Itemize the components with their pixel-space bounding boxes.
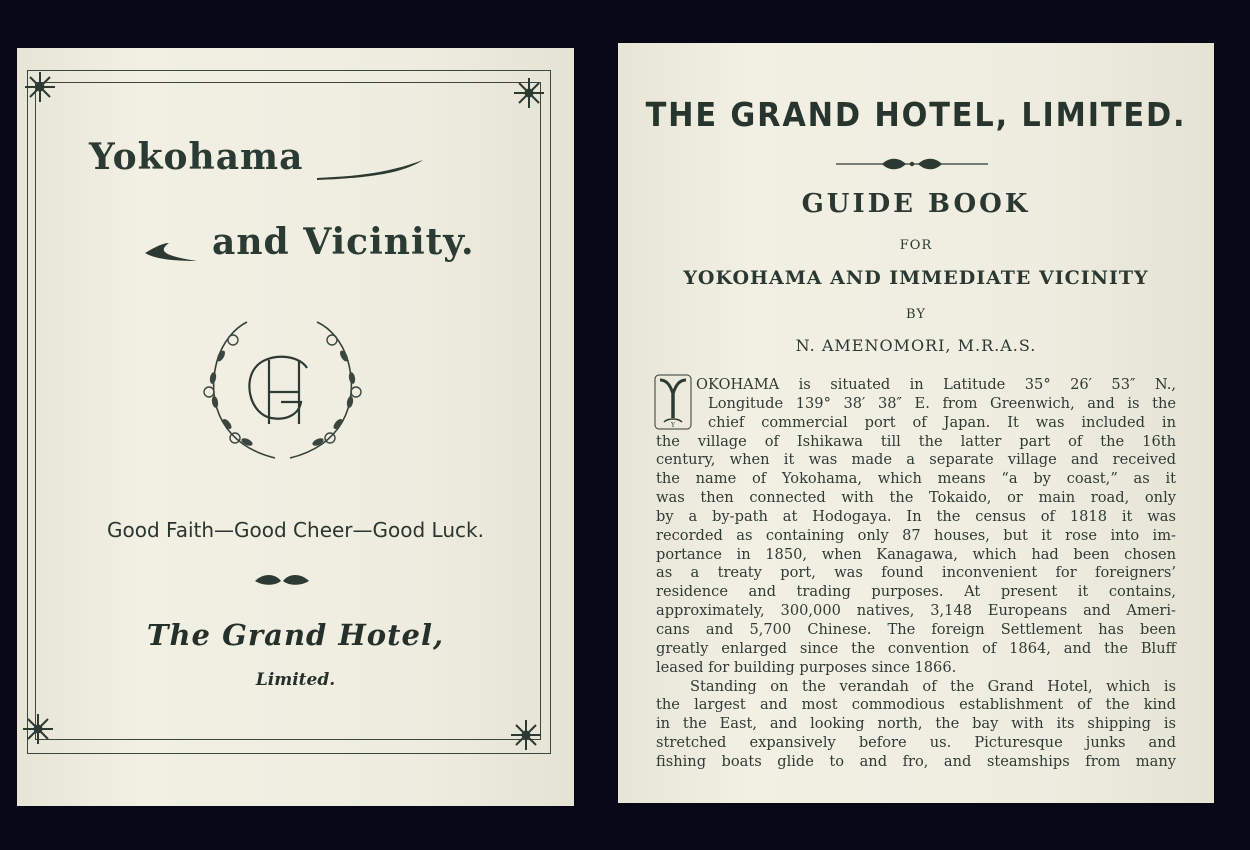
- text-line: cans and 5,700 Chinese. The foreign Settlement has been: [656, 620, 1176, 638]
- cover-page: [17, 48, 574, 806]
- text-line: as a treaty port, was found inconvenient for foreigners’: [656, 564, 1176, 582]
- text-line: OKOHAMA is situated in Latitude 35° 26′ 53″ N.,: [696, 376, 1176, 393]
- guide-book-heading: GUIDE BOOK: [801, 189, 1031, 219]
- text-line: leased for building purposes since 1866.: [656, 658, 957, 676]
- text-line: chief commercial port of Japan. It was included in: [708, 413, 1176, 431]
- corner-ornament-icon: [510, 74, 548, 112]
- for-label: FOR: [899, 238, 933, 253]
- text-line: Standing on the verandah of the Grand Hotel, which is: [690, 677, 1176, 695]
- text-line: fishing boats glide to and fro, and steamships from many: [656, 752, 1176, 770]
- corner-ornament-icon: [21, 68, 59, 106]
- leaf-ornament-icon: [253, 574, 311, 588]
- text-line: the largest and most commodious establishment of the kind: [656, 696, 1176, 714]
- title-page: [618, 43, 1214, 803]
- text-line: by a by-path at Hodogaya. In the census of 1818 it was: [656, 507, 1176, 525]
- author-name: N. AMENOMORI, M.R.A.S.: [795, 336, 1037, 355]
- body-text: [656, 376, 1176, 772]
- dropcap-letter: Y: [671, 422, 675, 429]
- text-line: approximately, 300,000 natives, 3,148 Europeans and Ameri-: [656, 602, 1176, 620]
- guide-subtitle: YOKOHAMA AND IMMEDIATE VICINITY: [683, 267, 1149, 289]
- text-line: recorded as containing only 87 houses, but it rose into im-: [656, 526, 1176, 544]
- swash-ornament-icon: [315, 156, 427, 182]
- text-line: was then connected with the Tokaido, or main road, only: [656, 489, 1176, 507]
- text-line: greatly enlarged since the convention of 1864, and the Bluff: [656, 639, 1176, 657]
- swash-ornament-icon: [143, 241, 199, 263]
- text-line: Longitude 139° 38′ 38″ E. from Greenwich, and is the: [708, 394, 1176, 412]
- text-line: stretched expansively before us. Picturesque junks and: [656, 734, 1176, 752]
- cover-publisher-suffix: Limited.: [255, 670, 336, 690]
- text-line: the village of Ishikawa till the latter part of the 16th: [656, 432, 1176, 450]
- text-line: century, when it was made a separate village and received: [656, 451, 1176, 469]
- text-line: residence and trading purposes. At present it contains,: [656, 583, 1176, 601]
- text-line: in the East, and looking north, the bay with its shipping is: [656, 715, 1176, 733]
- corner-ornament-icon: [507, 716, 545, 754]
- cover-title-line2: and Vicinity.: [212, 221, 475, 263]
- rule-ornament-icon: [836, 156, 988, 172]
- text-line: portance in 1850, when Kanagawa, which had been chosen: [656, 545, 1176, 563]
- cover-motto: Good Faith—Good Cheer—Good Luck.: [107, 518, 484, 542]
- by-label: BY: [906, 307, 926, 322]
- cover-title-line1: Yokohama: [89, 136, 304, 178]
- wreath-monogram-icon: [195, 316, 370, 466]
- cover-publisher: The Grand Hotel,: [146, 618, 445, 652]
- corner-ornament-icon: [19, 710, 57, 748]
- text-line: the name of Yokohama, which means “a by coast,” as it: [656, 470, 1176, 488]
- hotel-name-heading: THE GRAND HOTEL, LIMITED.: [645, 95, 1187, 134]
